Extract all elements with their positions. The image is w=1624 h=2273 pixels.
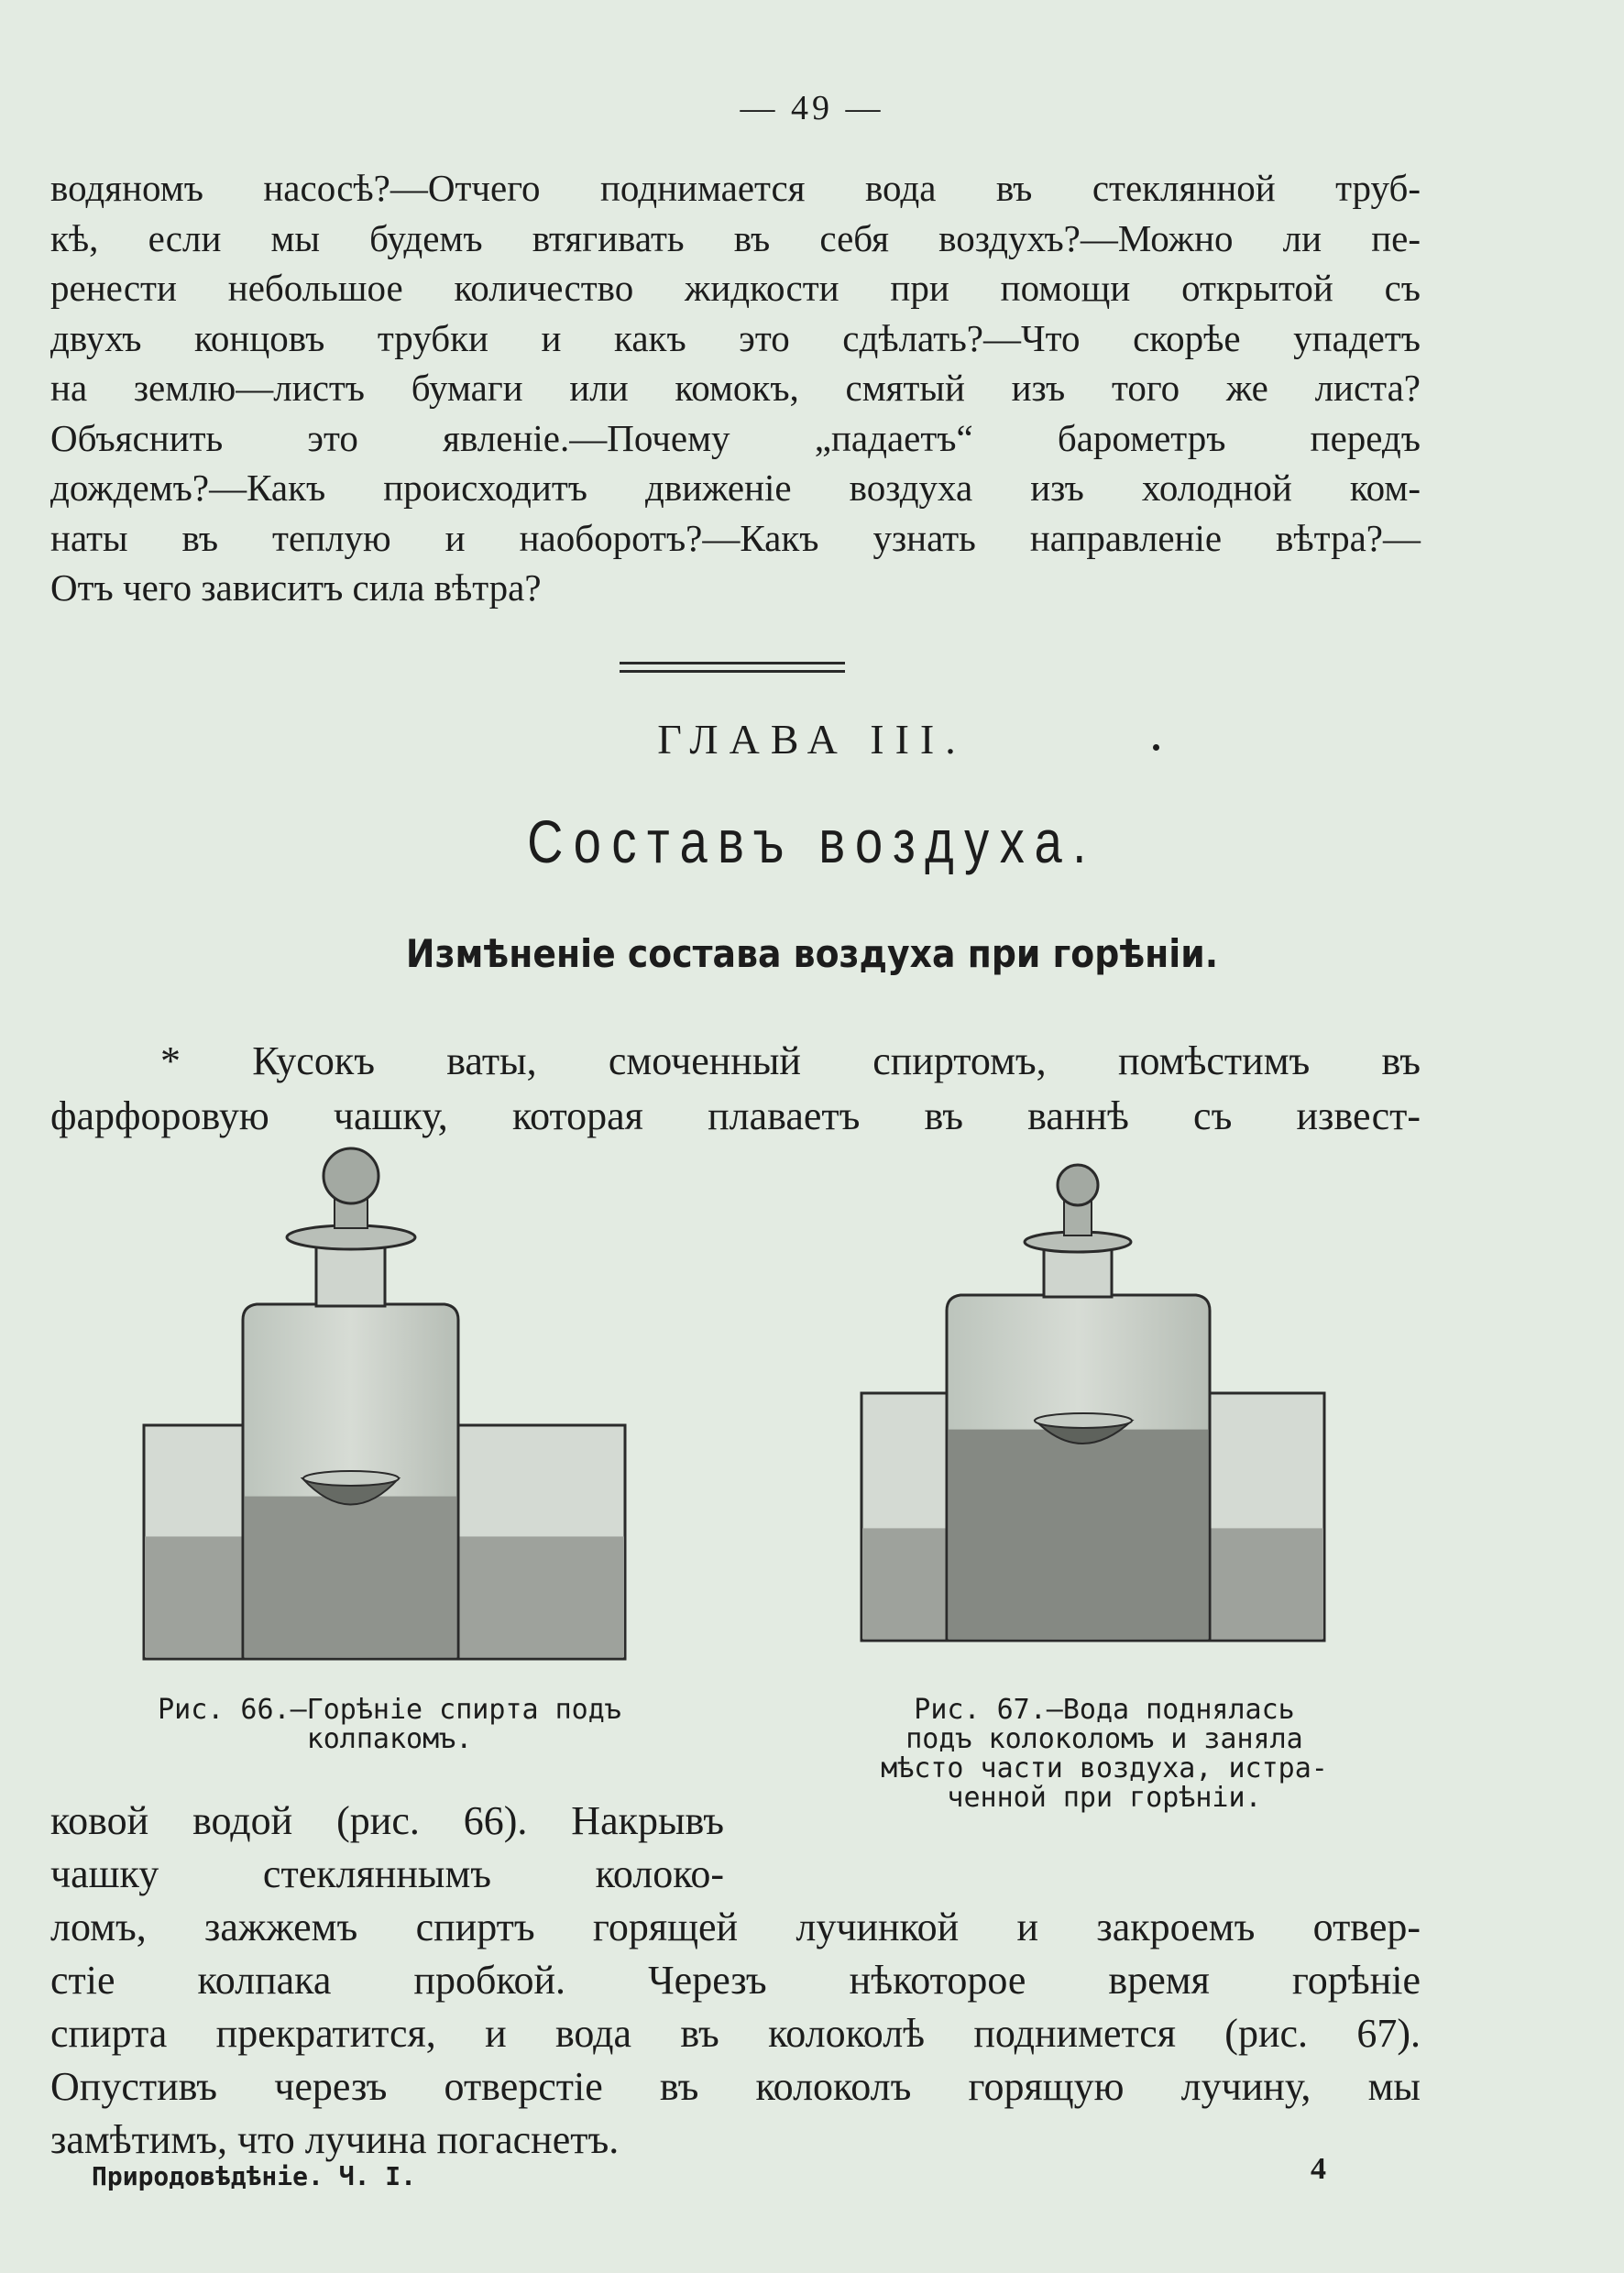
text-line: Отъ чего зависитъ сила вѣтра?	[50, 566, 542, 609]
text-line: ренести небольшое количество жидкости при помощи открытой съ	[50, 267, 1421, 309]
text-line: замѣтимъ, что лучина погаснетъ.	[50, 2117, 620, 2162]
section-divider	[620, 670, 845, 673]
text-line: наты въ теплую и наоборотъ?—Какъ узнать направленіе вѣтра?—	[50, 516, 1421, 559]
text-line: спирта прекратится, и вода въ колоколѣ поднимется (рис. 67).	[50, 2011, 1421, 2056]
text-line: * Кусокъ ваты, смоченный спиртомъ, помѣстимъ въ	[160, 1038, 1421, 1083]
figure-66-caption	[96, 1696, 683, 1754]
text-line: Объяснить это явленіе.—Почему „падаетъ“ барометръ передъ	[50, 416, 1421, 459]
section-divider	[620, 662, 845, 664]
footer-book-title: Природовѣдѣніе. Ч. I.	[92, 2161, 417, 2191]
text-line: Опустивъ черезъ отверстіе въ колоколъ горящую лучину, мы	[50, 2064, 1421, 2109]
caption-line: мѣсто части воздуха, истра-	[881, 1752, 1328, 1784]
text-line: стіе колпака пробкой. Черезъ нѣкоторое время горѣніе	[50, 1958, 1421, 2003]
section-subtitle: Измѣненіе состава воздуха при горѣніи.	[405, 931, 1219, 976]
text-line: водяномъ насосѣ?—Отчего поднимается вода въ стеклянной труб-	[50, 167, 1421, 209]
text-line: дождемъ?—Какъ происходитъ движеніе воздуха изъ холодной ком-	[50, 467, 1421, 509]
text-line: на землю—листъ бумаги или комокъ, смятый изъ того же листа?	[50, 367, 1421, 409]
review-questions	[50, 163, 1421, 613]
text-line: ломъ, зажжемъ спиртъ горящей лучинкой и закроемъ отвер-	[50, 1905, 1421, 1949]
text-line: чашку стекляннымъ колоко-	[50, 1851, 724, 1896]
text-line: кѣ, если мы будемъ втягивать въ себя воздухъ?—Можно ли пе-	[50, 216, 1421, 259]
caption-line: Рис. 66.—Горѣніе спирта подъ	[158, 1694, 621, 1726]
chapter-title: Составъ воздуха.	[527, 807, 1097, 875]
jar-water	[949, 1430, 1208, 1639]
chapter-heading: ГЛАВА III.	[657, 716, 967, 763]
jar-water	[245, 1497, 456, 1657]
text-line: двухъ концовъ трубки и какъ это сдѣлать?—Что скорѣе упадетъ	[50, 316, 1421, 359]
caption-line: ченной при горѣніи.	[947, 1782, 1262, 1814]
caption-line: Рис. 67.—Вода поднялась	[914, 1694, 1295, 1726]
paragraph	[50, 1034, 1421, 1144]
figure-67-bell-jar-illustration	[857, 1150, 1329, 1645]
page-number: — 49 —	[740, 89, 884, 127]
signature-mark: 4	[1311, 2152, 1326, 2186]
caption-line: подъ колоколомъ и заняла	[905, 1723, 1303, 1755]
text-line: ковой водой (рис. 66). Накрывъ	[50, 1798, 724, 1843]
print-speck	[1153, 744, 1159, 751]
figure-66-bell-jar-illustration	[142, 1141, 628, 1664]
caption-line: колпакомъ.	[306, 1723, 473, 1755]
text-line: фарфоровую чашку, которая плаваетъ въ ваннѣ съ извест-	[50, 1093, 1421, 1138]
paragraph	[50, 1795, 1421, 2167]
